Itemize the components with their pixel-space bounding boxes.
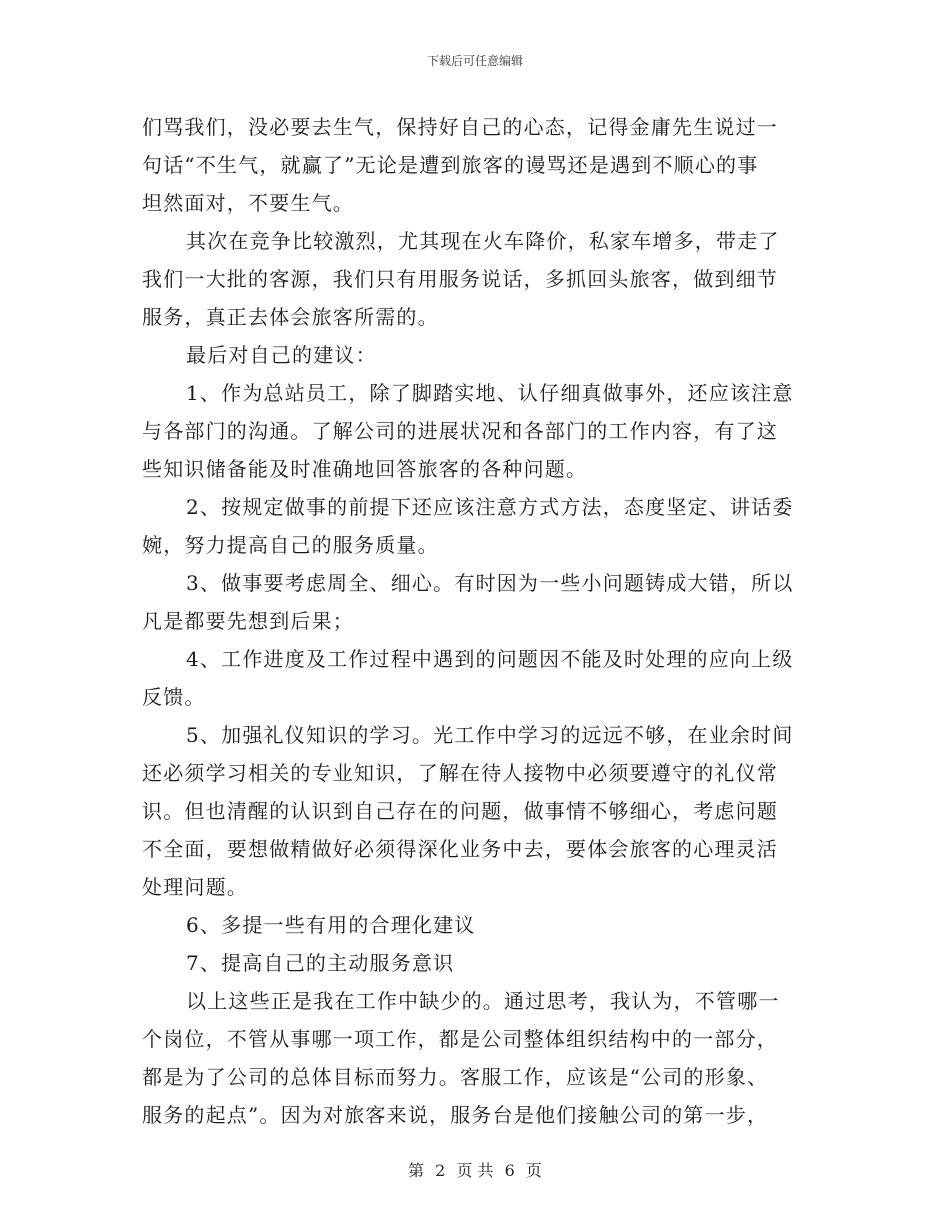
list-item-2-start: 2、按规定做事的前提下还应该注意方式方法，态度坚定、讲话委 <box>186 495 794 519</box>
total-page-count: 6 <box>504 1161 515 1180</box>
text-line: 服务的起点”。因为对旅客来说，服务台是他们接触公司的第一步， <box>142 1103 769 1127</box>
list-item-3-start: 3、做事要考虑周全、细心。有时因为一些小问题铸成大错，所以 <box>186 571 794 595</box>
page-footer <box>0 1158 950 1181</box>
footer-suffix: 页 <box>525 1161 542 1180</box>
text-line: 处理问题。 <box>142 875 248 899</box>
text-line: 还必须学习相关的专业知识，了解在待人接物中必须要遵守的礼仪常 <box>142 761 778 785</box>
paragraph-start-line: 其次在竞争比较激烈，尤其现在火车降价，私家车增多，带走了 <box>186 229 780 253</box>
text-line: 识。但也清醒的认识到自己存在的问题，做事情不够细心，考虑问题 <box>142 799 778 823</box>
paragraph-start-line: 以上这些正是我在工作中缺少的。通过思考，我认为，不管哪一 <box>186 989 780 1013</box>
list-item-7: 7、提高自己的主动服务意识 <box>186 951 455 975</box>
text-line: 凡是都要先想到后果； <box>142 609 354 633</box>
text-line: 反馈。 <box>142 685 206 709</box>
text-line: 句话“不生气，就赢了”无论是遭到旅客的谩骂还是遇到不顺心的事 <box>142 153 759 177</box>
text-line: 坦然面对，不要生气。 <box>142 191 354 215</box>
document-body <box>142 108 812 1134</box>
text-line: 服务，真正去体会旅客所需的。 <box>142 305 439 329</box>
text-line: 个岗位，不管从事哪一项工作，都是公司整体组织结构中的一部分， <box>142 1027 778 1051</box>
text-line: 都是为了公司的总体目标而努力。客服工作，应该是“公司的形象、 <box>142 1065 769 1089</box>
current-page-number: 2 <box>435 1161 446 1180</box>
text-line: 我们一大批的客源，我们只有用服务说话，多抓回头旅客，做到细节 <box>142 267 778 291</box>
list-item-1-start: 1、作为总站员工，除了脚踏实地、认仔细真做事外，还应该注意 <box>186 381 794 405</box>
footer-middle: 页 共 <box>456 1161 494 1180</box>
list-item-6: 6、多提一些有用的合理化建议 <box>186 913 476 937</box>
footer-prefix: 第 <box>408 1161 425 1180</box>
list-item-5-start: 5、加强礼仪知识的学习。光工作中学习的远远不够，在业余时间 <box>186 723 794 747</box>
text-line: 们骂我们，没必要去生气，保持好自己的心态，记得金庸先生说过一 <box>142 115 778 139</box>
text-line: 不全面，要想做精做好必须得深化业务中去，要体会旅客的心理灵活 <box>142 837 778 861</box>
text-line: 婉，努力提高自己的服务质量。 <box>142 533 439 557</box>
page-header: 下载后可任意编辑 <box>426 54 523 68</box>
text-line: 些知识储备能及时准确地回答旅客的各种问题。 <box>142 457 588 481</box>
section-heading-line: 最后对自己的建议： <box>186 343 377 367</box>
list-item-4-start: 4、工作进度及工作过程中遇到的问题因不能及时处理的应向上级 <box>186 647 794 671</box>
text-line: 与各部门的沟通。了解公司的进展状况和各部门的工作内容，有了这 <box>142 419 778 443</box>
